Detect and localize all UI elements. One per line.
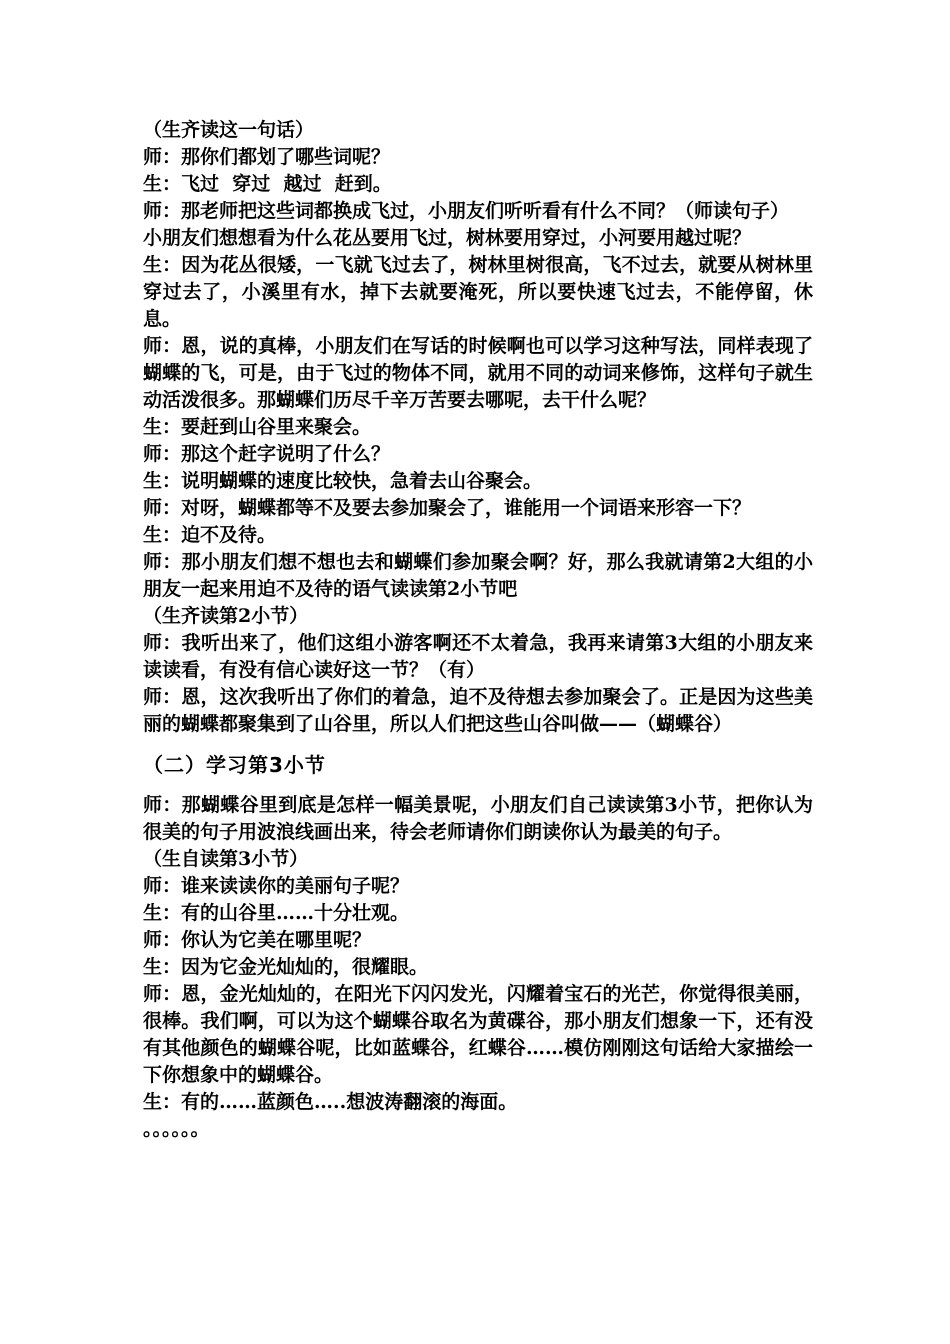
paragraph: 师：恩，金光灿灿的，在阳光下闪闪发光，闪耀着宝石的光芒，你觉得很美丽，很棒。我们啊，可以为这个蝴蝶谷取名为黄碟谷，那小朋友们想象一下，还有没有其他颜色的蝴蝶谷呢，比如蓝蝶谷，红蝶谷……模仿刚刚这句话给大家描绘一下你想象中的蝴蝶谷。 bbox=[143, 983, 813, 1086]
paragraph: 生：飞过 穿过 越过 赶到。 bbox=[143, 173, 392, 195]
paragraph: 生：有的山谷里……十分壮观。 bbox=[143, 902, 410, 924]
paragraph: 师：那老师把这些词都换成飞过，小朋友们听听看有什么不同？（师读句子） bbox=[143, 200, 790, 222]
paragraph: 师：那这个赶字说明了什么？ bbox=[143, 443, 391, 465]
paragraph: 生：有的……蓝颜色…..想波涛翻滚的海面。 bbox=[143, 1091, 518, 1113]
paragraph: 生：要赶到山谷里来聚会。 bbox=[143, 416, 372, 438]
paragraph: （生齐读第2小节） bbox=[143, 605, 309, 627]
paragraph: 师：那小朋友们想不想也去和蝴蝶们参加聚会啊？好，那么我就请第2大组的小朋友一起来用迫不及待的语气读读第2小节吧 bbox=[143, 551, 813, 600]
paragraph: 师：对呀，蝴蝶都等不及要去参加聚会了，谁能用一个词语来形容一下？ bbox=[143, 497, 752, 519]
paragraph: 师：我听出来了，他们这组小游客啊还不太着急，我再来请第3大组的小朋友来读读看，有没有信心读好这一节？（有） bbox=[143, 632, 813, 681]
paragraph: 小朋友们想想看为什么花丛要用飞过，树林要用穿过，小河要用越过呢？ bbox=[143, 227, 752, 249]
paragraph: 生：因为花丛很矮，一飞就飞过去了，树林里树很高，飞不过去，就要从树林里穿过去了，小溪里有水，掉下去就要淹死，所以要快速飞过去，不能停留，休息。 bbox=[143, 254, 813, 330]
document-body bbox=[143, 117, 813, 1143]
paragraph: 生：因为它金光灿灿的，很耀眼。 bbox=[143, 956, 429, 978]
paragraph: 师：谁来读读你的美丽句子呢？ bbox=[143, 875, 410, 897]
paragraph: 师：恩，这次我听出了你们的着急，迫不及待想去参加聚会了。正是因为这些美丽的蝴蝶都聚集到了山谷里，所以人们把这些山谷叫做——（蝴蝶谷） bbox=[143, 686, 813, 735]
section-heading: （二）学习第3小节 bbox=[143, 753, 326, 777]
paragraph: 师：那你们都划了哪些词呢？ bbox=[143, 146, 391, 168]
paragraph: 生：说明蝴蝶的速度比较快，急着去山谷聚会。 bbox=[143, 470, 543, 492]
paragraph: 师：那蝴蝶谷里到底是怎样一幅美景呢，小朋友们自己读读第3小节，把你认为很美的句子用波浪线画出来，待会老师请你们朗读你认为最美的句子。 bbox=[143, 794, 813, 843]
paragraph: （生齐读这一句话） bbox=[143, 119, 315, 141]
ellipsis-line: 。。。。。。 bbox=[143, 1118, 210, 1140]
paragraph: 师：你认为它美在哪里呢？ bbox=[143, 929, 372, 951]
paragraph: （生自读第3小节） bbox=[143, 848, 309, 870]
paragraph: 师：恩，说的真棒，小朋友们在写话的时候啊也可以学习这种写法，同样表现了蝴蝶的飞，可是，由于飞过的物体不同，就用不同的动词来修饰，这样句子就生动活泼很多。那蝴蝶们历尽千辛万苦要去哪呢，去干什么呢？ bbox=[143, 335, 813, 411]
paragraph: 生：迫不及待。 bbox=[143, 524, 277, 546]
